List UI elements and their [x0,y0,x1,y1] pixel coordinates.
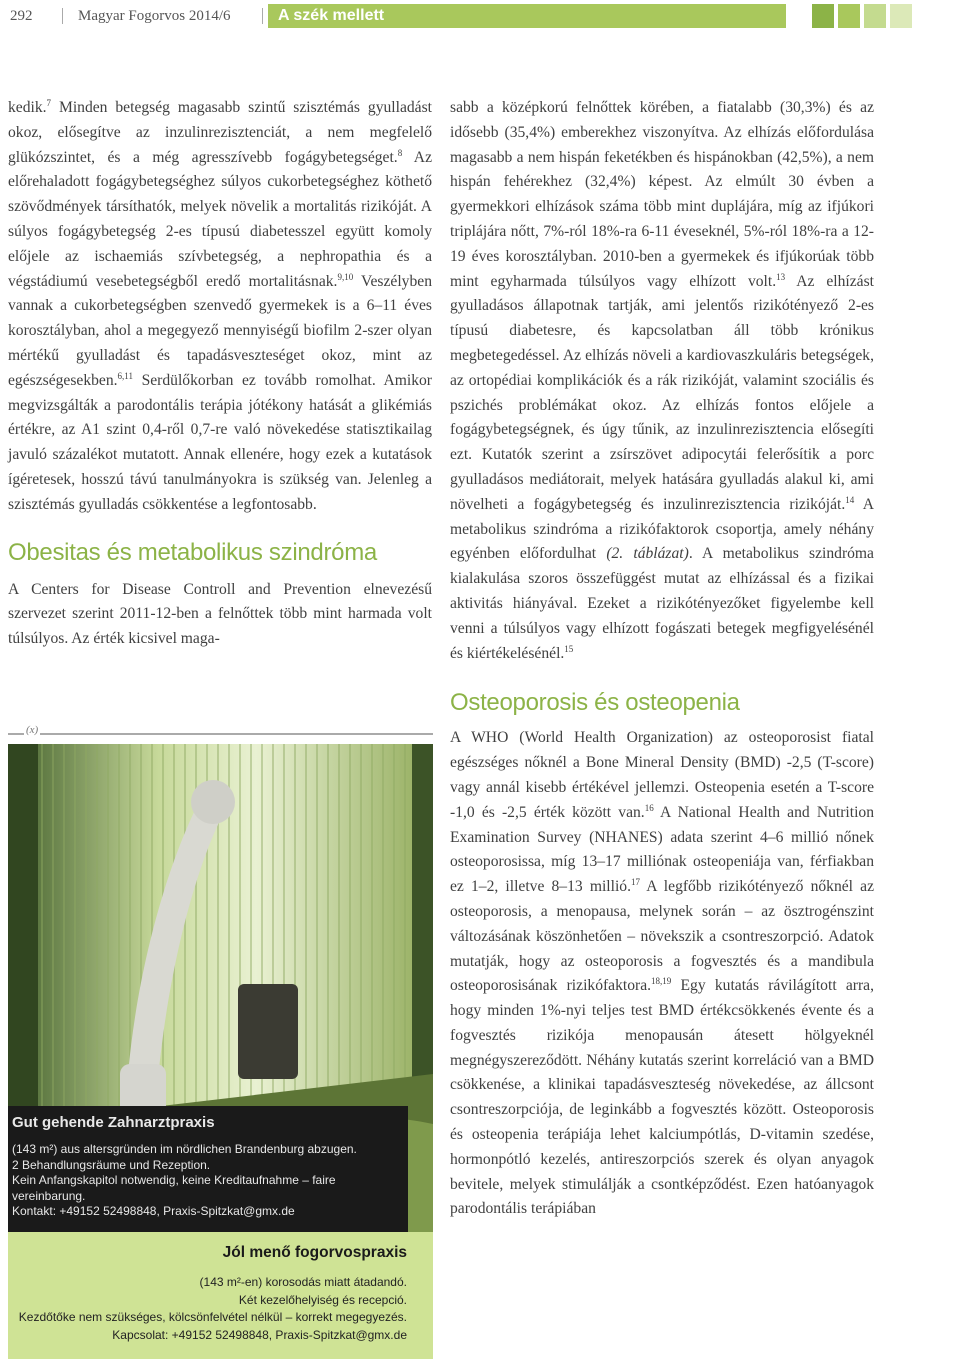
section-band [268,4,786,28]
dental-office-photo-ad [8,744,433,1359]
label-rule [8,733,433,735]
hungarian-ad-body [8,1274,407,1344]
page-header [0,4,960,28]
hungarian-ad-title: Jól menő fogorvospraxis [222,1244,407,1261]
reference-superscript: 15 [564,643,574,654]
decor-square [812,4,834,28]
right-column [450,96,874,1222]
hungarian-ad-line: (143 m²-en) korosodás miatt átadandó. [199,1275,407,1289]
decor-square [838,4,860,28]
decor-square [864,4,886,28]
header-divider [62,8,63,24]
german-ad-line: Kein Anfangskapitol notwendig, keine Kreditaufnahme – faire vereinbarung. [12,1173,336,1203]
header-divider [262,8,263,24]
section-heading: Obesitas és metabolikus szindróma [8,538,377,566]
reference-superscript: 6,11 [117,370,133,381]
body-paragraph: A WHO (World Health Organization) az osteoporosist fiatal egészséges nőknél a Bone Mineral Density (BMD) -2,5 (T-score) vagy annál kisebb értékével jellemzi. Osteopenia esetén a T-score -1,0 és -2,5 érték között van.$^{16}$ A National Health and Nutrition Examination Survey (NHANES) adata szerint 4–6 millió nőnek osteoporosissa, míg 13–17 milliónak osteopeniája van, férfiakban ez 1–2, illetve 8–13 millió.$^{17}$ A legfőbb rizikótényező nőknél az osteoporosis, a menopausa, melynek során – az ösztrogénszint változásának köszönhetően – növekszik a csontreszorpció. Adatok mutatják, hogy az osteoporosis a fogvesztés és a mandibula osteoporosisának rizikófaktora.$^{18,19}$ Egy kutatás rávilágított arra, hogy minden 1%-nyi teljes test BMD értékcsökkenés évente és a fogvesztés rizikója menopausán átesett hölgyeknél megnégyszereződött. Néhány kutatás szerint korreláció van a BMD csökkenése, a klinikai tapadásveszteség növekedése, az állcsont csontreszorpciója, de leginkább a fogvesztés között. Osteoporosis és osteopenia terápiája lehet kalciumpótlás, D-vitamin szedése, hormonpótló kezelés, antireszorpciós szerek és olyan anyagok bevitele, melyek stimulálják a csontképződést. Ezen hatóanyagok parodontális terápiában [450,729,874,1218]
hungarian-ad-line: Kezdőtőke nem szükséges, kölcsönfelvétel nélkül – korrekt megegyezés. [18,1310,407,1324]
hungarian-ad-line: Két kezelőhelyiség és recepció. [238,1292,407,1307]
decor-square [890,4,912,28]
reference-superscript: 9,10 [337,271,354,282]
section-title: A szék mellett [278,7,385,24]
reference-superscript: 18,19 [651,976,672,987]
german-ad-line: 2 Behandlungsräume und Rezeption. [12,1157,211,1172]
hungarian-ad-contact: Kapcsolat: +49152 52498848, Praxis-Spitzkat@gmx.de [112,1327,407,1342]
reference-superscript: 13 [776,271,786,282]
german-ad-line: (143 m²) aus altersgründen im nördlichen Brandenburg abzugen. [12,1142,357,1156]
reference-superscript: 17 [631,876,640,887]
page-number: 292 [10,8,33,24]
reference-superscript: 7 [46,97,52,108]
reference-superscript: 16 [644,802,654,813]
table-reference: (2. táblázat) [606,545,689,563]
image-label [8,724,433,742]
german-ad-title: Gut gehende Zahnarztpraxis [12,1114,215,1131]
journal-title: Magyar Fogorvos 2014/6 [78,8,231,24]
reference-superscript: 8 [397,147,403,158]
body-paragraph: kedik.$^7$ Minden betegség magasabb szintű szisztémás gyulladást okoz, elősegítve az inzulinrezisztenciát, a nem megfelelő glükózszintet, és a még agresszívebb fogágybetegséget.$^8$ Az előrehaladott fogágybetegséghez súlyos cukorbetegséghez köthető szövődmények társíthatók, melyek növelik a mortalitás rizikóját. A súlyos fogágybetegség 2-es típusú diabetesszel együtt komoly előjele az ischaemiás szívbetegség, a nephropathia és a végstádiumú vesebetegségből eredő mortalitásnak.$^{9,10}$ Veszélyben vannak a cukorbetegségben szenvedő gyermekek is a 6–11 éves korosztályban, ahol a megegyező mennyiségű biofilm 2-szer olyan mértékű gyulladást és tapadásveszteséget okoz, mint az egészségesekben.$^{6,11}$ Serdülőkorban ez tovább romolhat. Amikor megvizsgálták a parodontális terápia jótékony hatását a glikémiás értékre, az A1 szint 0,4-ről 0,7-re való növekedése statisztikailag javuló százalékot mutatott. Annak ellenére, hogy ezek a kutatások ígéretesek, hosszú távú tanulmányokra is szükség van. Jelenleg a szisztémás gyulladás csökkentése a legfontosabb. [8,97,432,513]
left-column [8,96,432,652]
reference-superscript: 14 [845,494,855,505]
body-paragraph: sabb a középkorú felnőttek körében, a fiatalabb (30,3%) és az idősebb (35,4%) emberekhez viszonyítva. Az elhízás előfordulása magasabb a nem hispán feketékben és hispánokban (42,5%), a nem hispán fehérekhez (32,4%) képest. Az elmúlt 30 évben a gyermekkori elhízások száma több mint duplájára, míg az ifjúkori triplájára nőtt, 7%-ról 18%-ra 6-11 éveseknél, 5%-ról 18%-ra a 12-19 éves korosztályban. 2010-ben a gyermekek és ifjúkorúak több mint egyharmada túlsúlyos vagy elhízott volt.$^{13}$ Az elhízást gyulladásos állapotnak tartják, ami jelentős rizikótényező 2-es típusú diabetesre, és kapcsolatban áll több krónikus megbetegedéssel. Az elhízás növeli a kardiovaszkuláris betegségek, az ortopédiai komplikációk és a rák rizikóját, valamint szociális és pszichés problémákat okoz. Az elhízás fontos előjele a fogágybetegségnek, és úgy tűnik, az inzulinrezisztencia elősegíti ezt. Kutatók szerint a zsírszövet adipocytái felerősítik a porc gyulladásos mediátorait, melyek hatására gyulladás alakul ki, ami növelheti a fogágybetegség és inzulinrezisztencia rizikóját.$^{14}$ A metabolikus szindróma a rizikófaktorok csoportja, amely néhány egyénben előfordulhat (2. táblázat). A metabolikus szindróma kialakulása szoros összefüggést mutat az elhízással és a fizikai aktivitás hiányával. Ezeket a rizikótényezőket figyelembe kell venni a túlsúlyos vagy elhízott fogászati betegek megfigyelésénél és kiértékelésénél.$^{15}$ [450,99,874,662]
body-paragraph: A Centers for Disease Controll and Prevention elnevezésű szervezet szerint 2011-12-ben a felnőttek több mint harmada volt túlsúlyos. Az érték kicsivel maga- [8,580,432,648]
image-label-text: (x) [26,724,39,736]
section-heading: Osteoporosis és osteopenia [450,689,740,717]
german-ad-contact: Kontakt: +49152 52498848, Praxis-Spitzkat@gmx.de [12,1204,295,1218]
german-ad-body [12,1142,402,1220]
